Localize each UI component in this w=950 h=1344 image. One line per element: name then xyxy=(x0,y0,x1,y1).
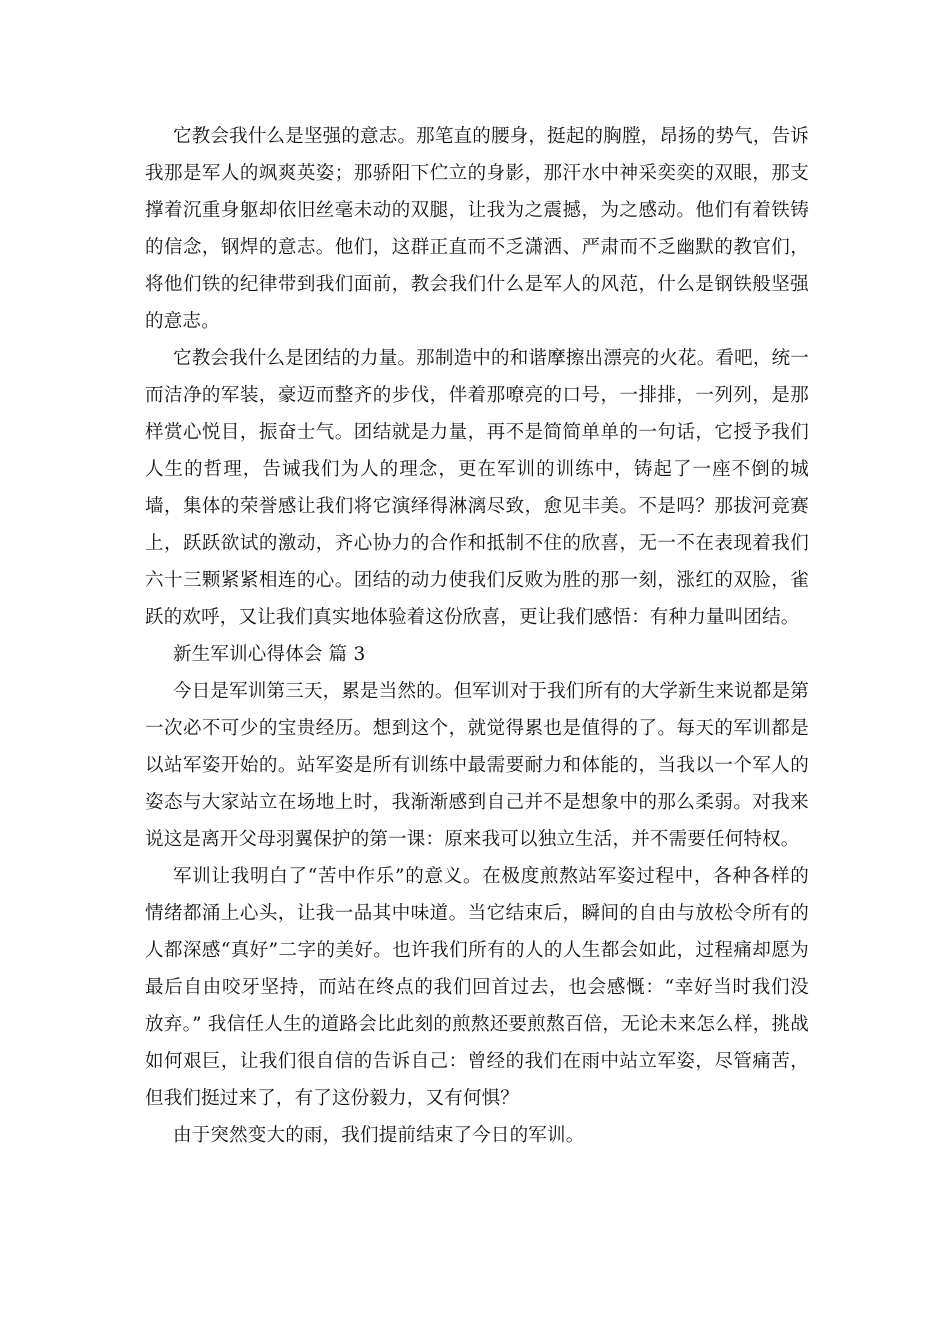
paragraph-rain-end: 由于突然变大的雨，我们提前结束了今日的军训。 xyxy=(173,1125,585,1146)
paragraph-unity-strength: 它教会我什么是团结的力量。那制造中的和谐摩擦出漂亮的火花。看吧，统一而洁净的军装，豪迈而整齐的步伐，伴着那嘹亮的口号，一排排，一列列，是那样赏心悦目，振奋士气。团结就是力量，再不是简简单单的一句话，它授予我们人生的哲理，告诫我们为人的理念，更在军训的训练中，铸起了一座不倒的城墙，集体的荣誉感让我们将它演绎得淋漓尽致，愈见丰美。不是吗？那拔河竞赛上，跃跃欲试的激动，齐心协力的合作和抵制不住的欣喜，无一不在表现着我们六十三颗紧紧相连的心。团结的动力使我们反败为胜的那一刻，涨红的双脸，雀跃的欢呼，又让我们真实地体验着这份欣喜，更让我们感悟：有种力量叫团结。 xyxy=(145,348,809,628)
section-heading: 新生军训心得体会 篇 3 xyxy=(173,644,366,665)
document-body xyxy=(145,118,809,1154)
paragraph-bitter-joy: 军训让我明白了“苦中作乐”的意义。在极度煎熬站军姿过程中，各种各样的情绪都涌上心头，让我一品其中味道。当它结束后，瞬间的自由与放松令所有的人都深感“真好”二字的美好。也许我们所有的人的人生都会如此，过程痛却愿为最后自由咬牙坚持，而站在终点的我们回首过去，也会感慨：“幸好当时我们没放弃。” 我信任人生的道路会比此刻的煎熬还要煎熬百倍，无论未来怎么样，挑战如何艰巨，让我们很自信的告诉自己：曾经的我们在雨中站立军姿，尽管痛苦，但我们挺过来了，有了这份毅力，又有何惧？ xyxy=(145,866,809,1109)
paragraph-third-day: 今日是军训第三天，累是当然的。但军训对于我们所有的大学新生来说都是第一次必不可少的宝贵经历。想到这个，就觉得累也是值得的了。每天的军训都是以站军姿开始的。站军姿是所有训练中最需要耐力和体能的，当我以一个军人的姿态与大家站立在场地上时，我渐渐感到自己并不是想象中的那么柔弱。对我来说这是离开父母羽翼保护的第一课：原来我可以独立生活，并不需要任何特权。 xyxy=(145,681,809,850)
paragraph-strong-will: 它教会我什么是坚强的意志。那笔直的腰身，挺起的胸膛，昂扬的势气，告诉我那是军人的飒爽英姿；那骄阳下伫立的身影，那汗水中神采奕奕的双眼，那支撑着沉重身躯却依旧丝毫未动的双腿，让我为之震撼，为之感动。他们有着铁铸的信念，钢焊的意志。他们，这群正直而不乏潇洒、严肃而不乏幽默的教官们，将他们铁的纪律带到我们面前，教会我们什么是军人的风范，什么是钢铁般坚强的意志。 xyxy=(145,126,809,332)
